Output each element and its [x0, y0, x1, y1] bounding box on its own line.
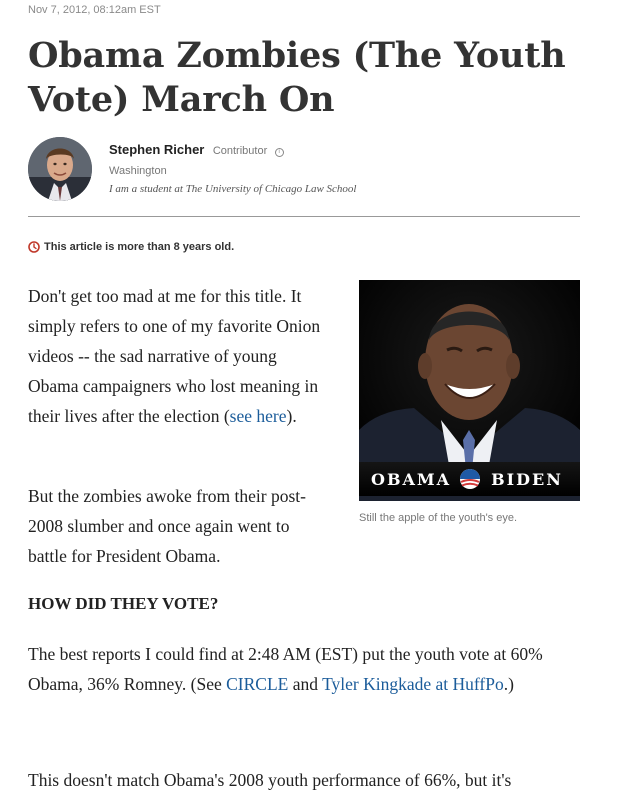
paragraph-text: .) — [503, 674, 514, 694]
circle-link[interactable]: CIRCLE — [226, 674, 289, 694]
paragraph-intro — [28, 281, 328, 431]
author-location: Washington — [109, 165, 167, 177]
section-heading: HOW DID THEY VOTE? — [28, 594, 219, 613]
age-notice-text: This article is more than 8 years old. — [44, 241, 235, 253]
article-title: Obama Zombies (The Youth Vote) March On — [28, 35, 566, 120]
obama-photo-image[interactable] — [359, 280, 580, 501]
author-name-link[interactable]: Stephen Richer — [109, 142, 205, 157]
author-role: Contributor — [212, 145, 268, 157]
paragraph-comparison: This doesn't match Obama's 2008 youth performance of 66%, but it's — [28, 770, 512, 790]
clock-icon — [28, 241, 40, 253]
paragraph-zombies: But the zombies awoke from their post-2008 slumber and once again went to battle for President Obama. — [28, 486, 306, 566]
author-info — [109, 141, 356, 195]
info-icon[interactable]: i — [275, 148, 284, 157]
see-here-link[interactable]: see here — [229, 406, 287, 426]
author-portrait-image — [28, 137, 92, 201]
huffpo-link[interactable]: Tyler Kingkade at HuffPo — [322, 674, 504, 694]
paragraph-text: ). — [286, 406, 297, 426]
author-bio: I am a student at The University of Chicago Law School — [109, 183, 357, 195]
paragraph-text: Don't get too mad at me for this title. It simply refers to one of my favorite Onion videos -- the sad narrative of young Obama campaigners who lost meaning in their lives after the election ( — [28, 286, 321, 426]
article-age-notice — [28, 241, 234, 253]
author-block — [28, 137, 580, 203]
sign-text-right: BIDEN — [491, 470, 563, 489]
article-figure — [359, 280, 580, 524]
paragraph-text: The best reports I could find at 2:48 AM (EST) put the youth vote at 60% Obama, 36% Romney. (See — [28, 644, 543, 694]
paragraph-youth-vote — [28, 639, 580, 699]
sign-text-left: OBAMA — [371, 470, 451, 489]
paragraph-text: and — [288, 674, 323, 694]
publish-timestamp: Nov 7, 2012, 08:12am EST — [28, 4, 161, 16]
figure-caption: Still the apple of the youth's eye. — [359, 512, 518, 524]
header-divider — [28, 216, 580, 217]
author-avatar[interactable] — [28, 137, 92, 201]
